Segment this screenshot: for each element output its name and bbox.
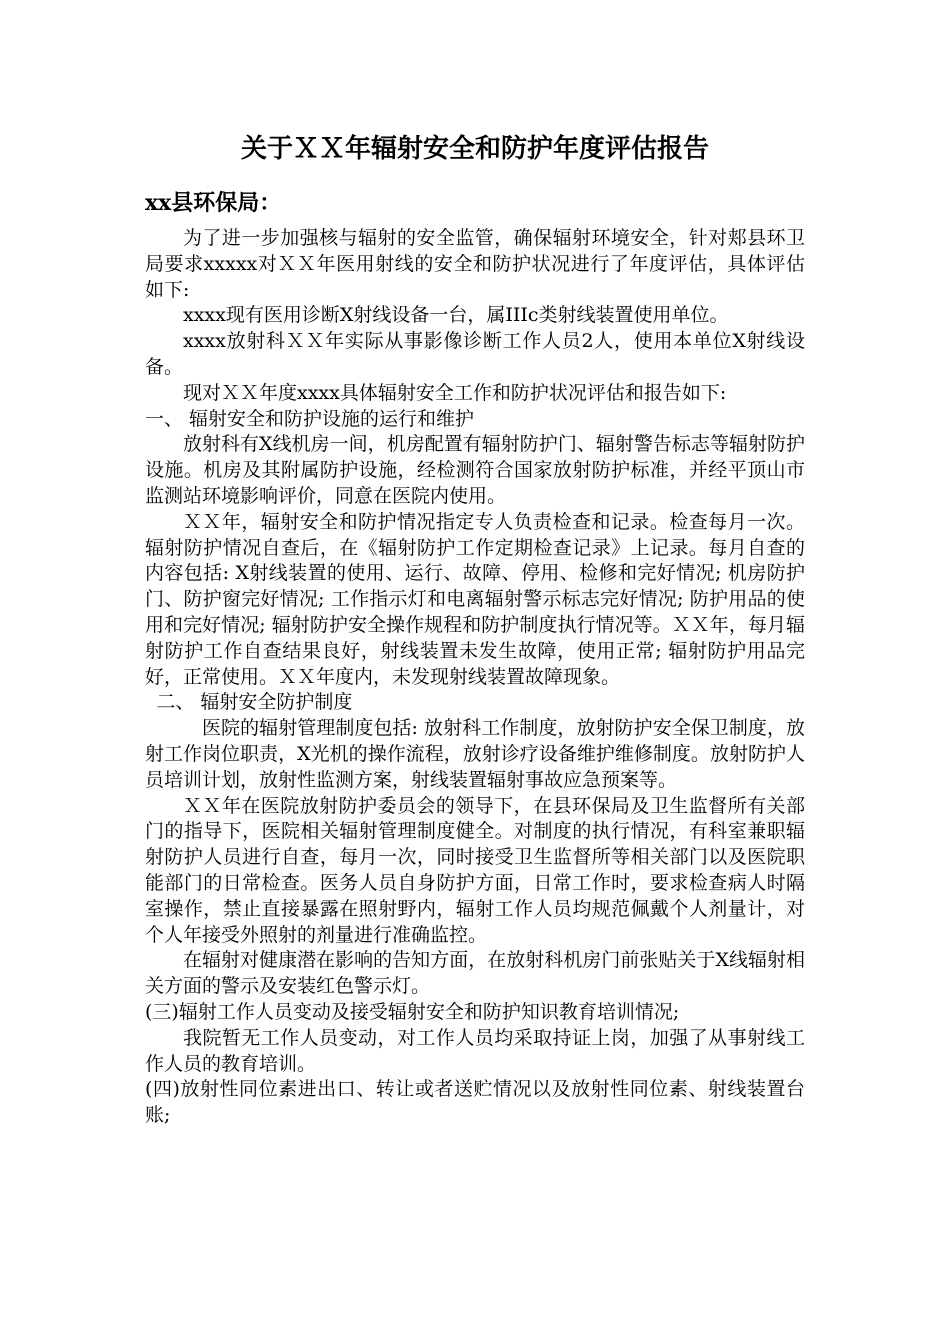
- document-body: [145, 226, 805, 1129]
- paragraph: 医院的辐射管理制度包括: 放射科工作制度，放射防护安全保卫制度，放射工作岗位职责，X光机的操作流程，放射诊疗设备维护维修制度。放射防护人员培训计划，放射性监测方案，射线装置辐射事故应急预案等。: [145, 717, 805, 791]
- section-heading: 二、 辐射安全防护制度: [156, 691, 353, 714]
- paragraph: xxxx放射科ＸＸ年实际从事影像诊断工作人员2人，使用本单位X射线设备。: [145, 330, 805, 378]
- paragraph: 为了进一步加强核与辐射的安全监管，确保辐射环境安全，针对郏县环卫局要求xxxxx对ＸＸ年医用射线的安全和防护状况进行了年度评估，具体评估如下:: [145, 227, 805, 301]
- document-title: 关于ＸＸ年辐射安全和防护年度评估报告: [240, 134, 709, 164]
- section-heading: 一、 辐射安全和防护设施的运行和维护: [145, 407, 475, 430]
- paragraph: 放射科有X线机房一间，机房配置有辐射防护门、辐射警告标志等辐射防护设施。机房及其附属防护设施，经检测符合国家放射防护标准，并经平顶山市监测站环境影响评价，同意在医院内使用。: [145, 433, 805, 507]
- section-heading: (三)辐射工作人员变动及接受辐射安全和防护知识教育培训情况;: [145, 1000, 680, 1023]
- paragraph: xxxx现有医用诊断X射线设备一台，属IIIc类射线装置使用单位。: [183, 304, 729, 327]
- paragraph: ＸＸ年，辐射安全和防护情况指定专人负责检查和记录。检查每月一次。辐射防护情况自查后，在《辐射防护工作定期检查记录》上记录。每月自查的内容包括: X射线装置的使用、运行、故障、停用、检修和完好情况; 机房防护门、防护窗完好情况; 工作指示灯和电离辐射警示标志完好情况; 防护用品的使用和完好情况; 辐射防护安全操作规程和防护制度执行情况等。ＸＸ年，每月辐射防护工作自查结果良好，射线装置未发生故障，使用正常; 辐射防护用品完好，正常使用。ＸＸ年度内，未发现射线装置故障现象。: [145, 510, 805, 688]
- paragraph: 我院暂无工作人员变动，对工作人员均采取持证上岗，加强了从事射线工作人员的教育培训。: [145, 1026, 805, 1075]
- paragraph: 在辐射对健康潜在影响的告知方面，在放射科机房门前张贴关于X线辐射相关方面的警示及安装红色警示灯。: [145, 949, 805, 998]
- recipient: xx县环保局：: [145, 190, 282, 216]
- paragraph: ＸＸ年在医院放射防护委员会的领导下，在县环保局及卫生监督所有关部门的指导下，医院相关辐射管理制度健全。对制度的执行情况，有科室兼职辐射防护人员进行自查，每月一次，同时接受卫生监督所等相关部门以及医院职能部门的日常检查。医务人员自身防护方面，日常工作时，要求检查病人时隔室操作，禁止直接暴露在照射野内，辐射工作人员均规范佩戴个人剂量计，对个人年接受外照射的剂量进行准确监控。: [145, 794, 805, 946]
- paragraph: 现对ＸＸ年度xxxx具体辐射安全工作和防护状况评估和报告如下:: [183, 381, 727, 404]
- section-heading: (四)放射性同位素进出口、转让或者送贮情况以及放射性同位素、射线装置台账;: [145, 1078, 805, 1127]
